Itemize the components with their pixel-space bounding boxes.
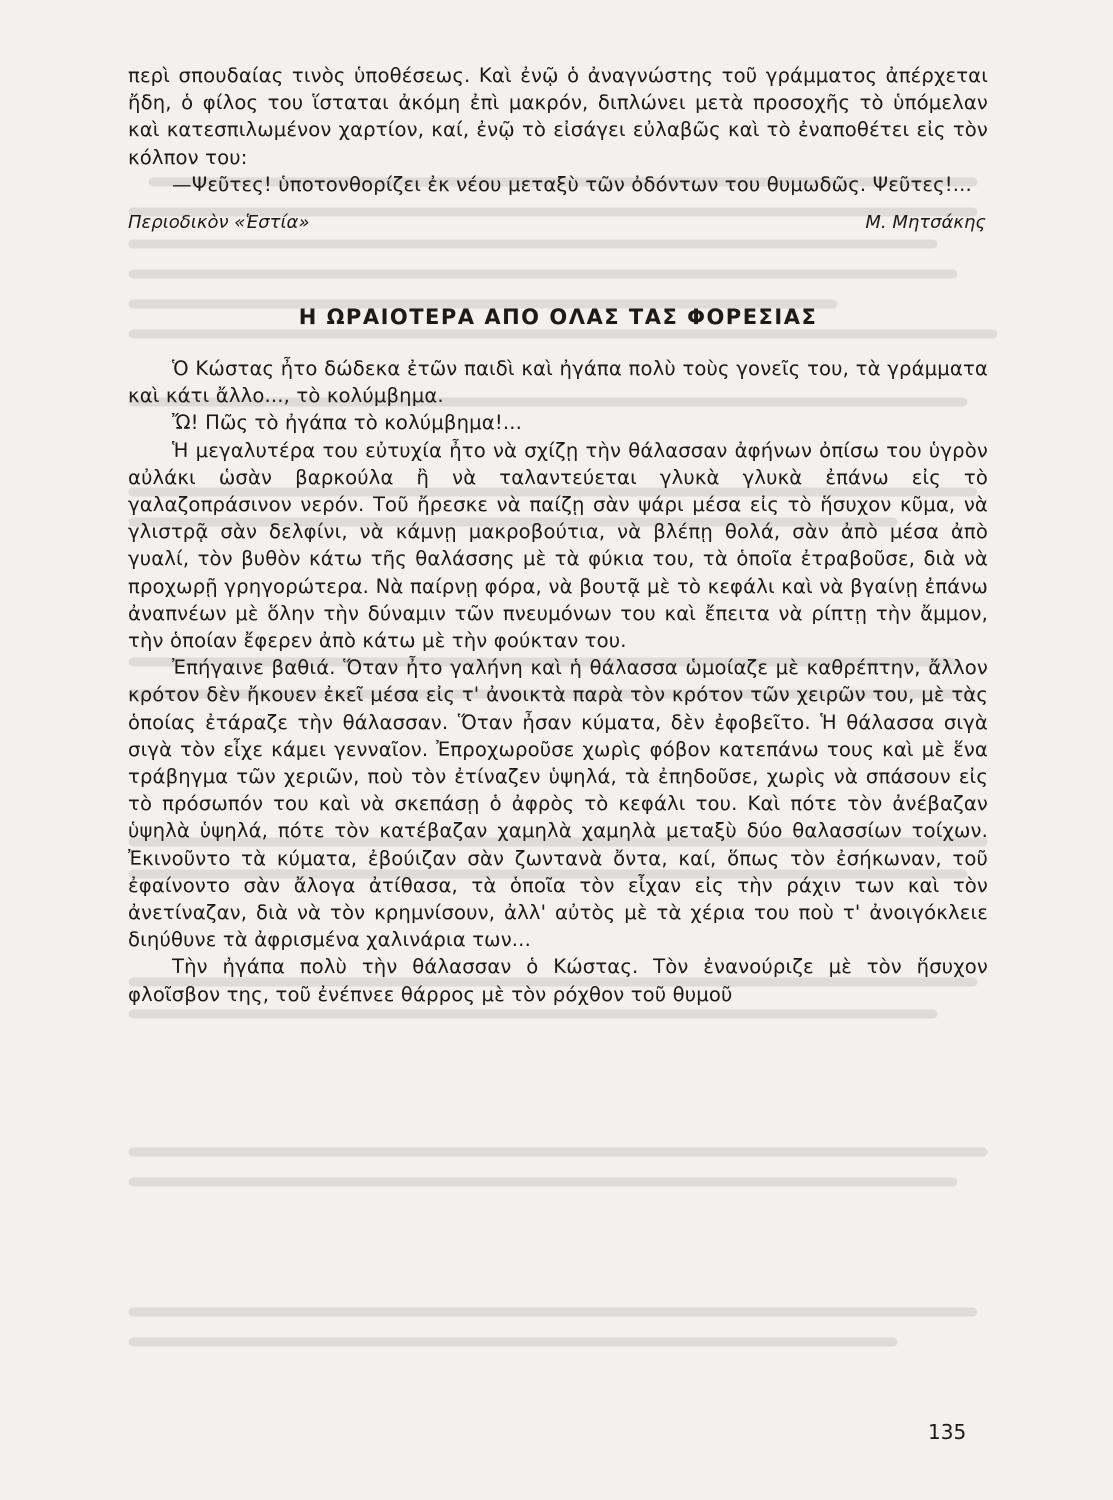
source-attribution [128,212,988,233]
section-title: Η ΩΡΑΙΟΤΕΡΑ ΑΠΟ ΟΛΑΣ ΤΑΣ ΦΟΡΕΣΙΑΣ [298,305,818,330]
story-paragraph-2: Ὤ! Πῶς τὸ ἠγάπα τὸ κολύμβημα!... [172,411,522,435]
story-paragraph-5: Τὴν ἠγάπα πολὺ τὴν θάλασσαν ὁ Κώστας. Τὸν ἐνανούριζε μὲ τὸν ἥσυχον φλοῖσβον της, τοῦ ἐνέπνεε θάρρος μὲ τὸν ρόχθον τοῦ θυμοῦ [128,955,988,1006]
text-column [128,62,988,1008]
story-paragraph-4: Ἐπήγαινε βαθιά. Ὅταν ἦτο γαλήνη καὶ ἡ θάλασσα ὡμοίαζε μὲ καθρέπτην, ἄλλον κρότον δὲν ἤκουεν ἐκεῖ μέσα εἰς τ' ἀνοικτὰ παρὰ τὸν κρότον τῶν χειρῶν του, μὲ τὰς ὁποίας ἐτάραζε τὴν θάλασσαν. Ὅταν ἦσαν κύματα, δὲν ἐφοβεῖτο. Ἡ θάλασσα σιγὰ σιγὰ τὸν εἶχε κάμει γενναῖον. Ἐπροχωροῦσε χωρὶς φόβον κατεπάνω τους καὶ μὲ ἕνα τράβηγμα τῶν χεριῶν, ποὺ τὸν ἐτίναζεν ὑψηλά, τὰ ἐπηδοῦσε, χωρὶς νὰ σπάσουν εἰς τὸ πρόσωπόν του καὶ νὰ σκεπάσῃ ὁ ἀφρὸς τὸ κεφάλι του. Καὶ πότε τὸν ἀνέβαζαν ὑψηλὰ ὑψηλά, πότε τὸν κατέβαζαν χαμηλὰ χαμηλὰ μεταξὺ δύο θαλασσίων τοίχων. Ἐκινοῦντο τὰ κύματα, ἐβούιζαν σὰν ζωντανὰ ὄντα, καί, ὅπως τὸν ἐσήκωναν, τοῦ ἐφαίνοντο σὰν ἄλογα ἀτίθασα, τὰ ὁποῖα τὸν εἶχαν εἰς τὴν ράχιν των καὶ τὸν ἀνετίναζαν, διὰ νὰ τὸν κρημνίσουν, ἀλλ' αὐτὸς μὲ τὰ χέρια του ποὺ τ' ἀνοιγόκλειε διηύθυνε τὰ ἀφρισμένα χαλινάρια των... [128,656,988,952]
story-paragraph-3: Ἡ μεγαλυτέρα του εὐτυχία ἦτο νὰ σχίζῃ τὴν θάλασσαν ἀφήνων ὀπίσω του ὑγρὸν αὐλάκι ὡσὰν βαρκούλα ἢ νὰ ταλαντεύεται γλυκὰ γλυκὰ ἐπάνω εἰς τὸ γαλαζοπράσινον νερόν. Τοῦ ἤρεσκε νὰ παίζῃ σὰν ψάρι μέσα εἰς τὸ ἥσυχον κῦμα, νὰ γλιστρᾷ σὰν δελφίνι, νὰ κάμνῃ μακροβούτια, νὰ βλέπῃ θολά, σὰν ἀπὸ μέσα ἀπὸ γυαλί, τὸν βυθὸν κάτω τῆς θαλάσσης μὲ τὰ φύκια του, τὰ ὁποῖα ἐτραβοῦσε, διὰ νὰ προχωρῇ γρηγορώτερα. Νὰ παίρνῃ φόρα, νὰ βουτᾷ μὲ τὸ κεφάλι καὶ νὰ βγαίνῃ ἐπάνω ἀναπνέων μὲ ὅλην τὴν δύναμιν τῶν πνευμόνων του καὶ ἔπειτα νὰ ρίπτῃ τὴν ἄμμον, τὴν ὁποίαν ἔφερεν ἀπὸ κάτω μὲ τὴν φούκταν του. [128,438,988,653]
page-number: 135 [928,1420,967,1444]
source-author: Μ. Μητσάκης [865,212,986,234]
story-paragraph-1: Ὁ Κώστας ἦτο δώδεκα ἐτῶν παιδὶ καὶ ἠγάπα πολὺ τοὺς γονεῖς του, τὰ γράμματα καὶ κάτι ἄλλο..., τὸ κολύμβημα. [128,357,988,408]
opening-paragraph: περὶ σπουδαίας τινὸς ὑποθέσεως. Καὶ ἐνῷ ὁ ἀναγνώστης τοῦ γράμματος ἀπέρχεται ἤδη, ὁ φίλος του ἵσταται ἀκόμη ἐπὶ μακρόν, διπλώνει μετὰ προσοχῆς τὸ ὑπόμελαν καὶ κατεσπιλωμένον χαρτίον, καί, ἐνῷ τὸ εἰσάγει εὐλαβῶς καὶ τὸ ἐναποθέτει εἰς τὸν κόλπον του: [128,64,988,169]
source-publication: Περιοδικὸν «Ἑστία» [128,212,310,234]
dialogue-paragraph: —Ψεῦτες! ὑποτονθορίζει ἐκ νέου μεταξὺ τῶν ὀδόντων του θυμωδῶς. Ψεῦτες!... [172,172,972,196]
